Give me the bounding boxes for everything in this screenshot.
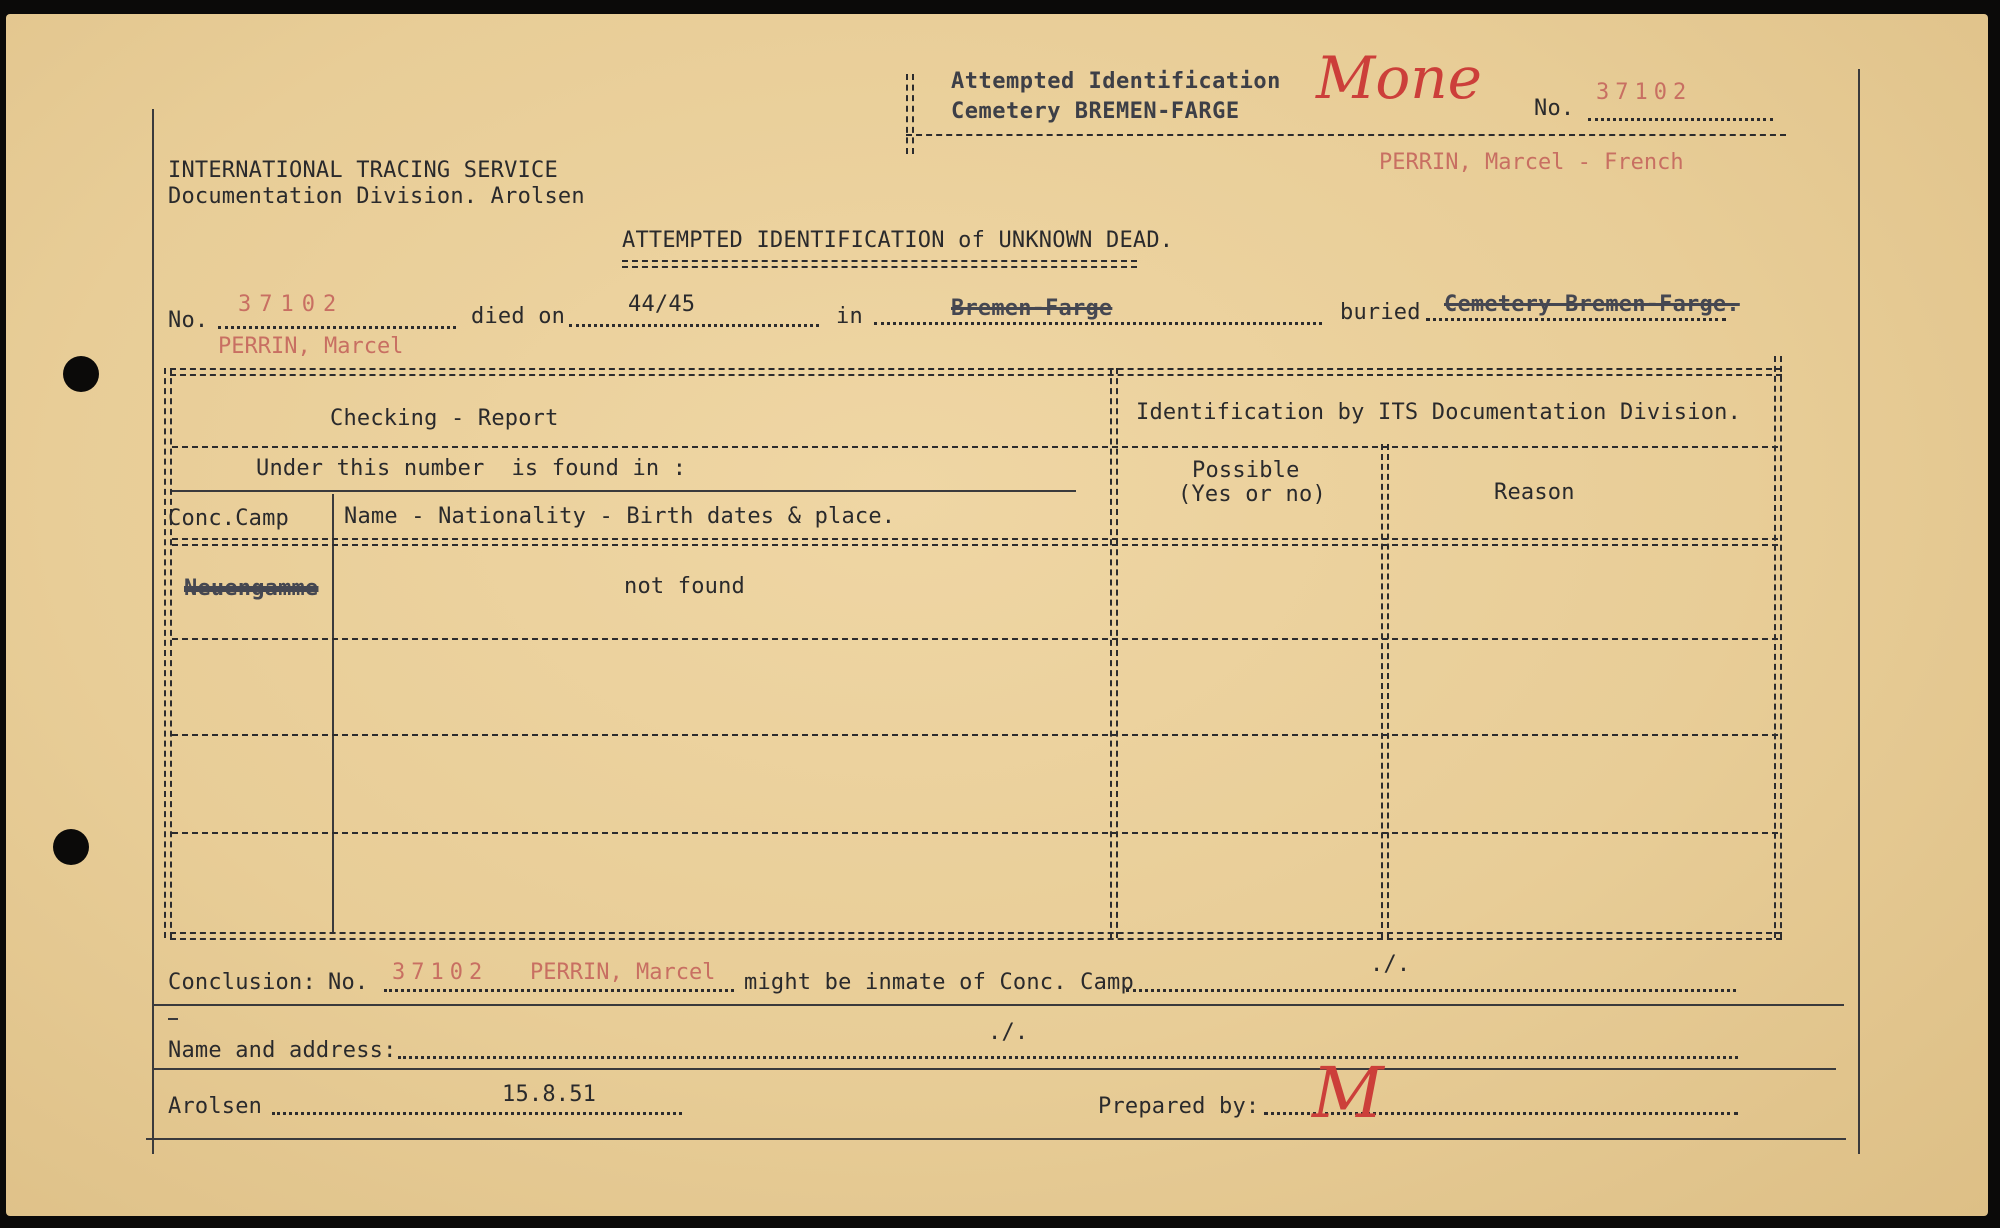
died-dots <box>569 324 819 327</box>
header-bottom-rule <box>172 538 1778 546</box>
right-margin-line <box>1858 69 1860 1154</box>
header-no-label: No. <box>1534 96 1575 121</box>
header-no-value: 37102 <box>1596 80 1693 105</box>
row-rule-1 <box>172 638 1778 640</box>
right-section-title: Identification by ITS Documentation Division. <box>1136 400 1742 425</box>
conclusion-value: ./. <box>1370 952 1411 977</box>
conclusion-text: might be inmate of Conc. Camp <box>744 970 1134 995</box>
row-rule-3 <box>172 832 1778 834</box>
punch-hole-bottom <box>53 829 89 865</box>
conclusion-rule <box>152 1004 1844 1006</box>
section-title-rule <box>172 446 1778 448</box>
found-in-label: Under this number is found in : <box>256 456 687 481</box>
org-line1: INTERNATIONAL TRACING SERVICE <box>168 158 558 183</box>
record-no-label: No. <box>168 308 209 333</box>
row1-camp: Neuengamme <box>184 576 319 601</box>
table-divider-camp <box>332 494 334 932</box>
col-header-camp: Conc.Camp <box>168 506 290 531</box>
buried-label: buried <box>1340 300 1421 325</box>
footer-place: Arolsen <box>168 1094 263 1119</box>
died-value: 44/45 <box>628 292 696 317</box>
buried-value: Cemetery Bremen-Farge. <box>1444 292 1740 317</box>
conclusion-name: PERRIN, Marcel <box>530 960 716 985</box>
header-box-line1: Attempted Identification <box>951 69 1281 94</box>
handwritten-note: Mone <box>1316 44 1482 112</box>
table-left-border <box>164 368 172 938</box>
conclusion-no-label: No. <box>328 970 369 995</box>
col-header-reason: Reason <box>1494 480 1575 505</box>
conclusion-label: Conclusion: <box>168 970 316 995</box>
footer-date-dots <box>272 1112 682 1115</box>
org-line2: Documentation Division. Arolsen <box>168 184 585 209</box>
form-title: ATTEMPTED IDENTIFICATION of UNKNOWN DEAD. <box>622 228 1174 253</box>
conclusion-dash <box>168 1018 178 1020</box>
col-header-possible-2: (Yes or no) <box>1178 482 1326 507</box>
record-name: PERRIN, Marcel <box>218 334 404 359</box>
preparer-initial: M <box>1312 1052 1384 1134</box>
header-box-bottom-edge <box>906 134 1786 136</box>
buried-dots <box>1426 318 1726 321</box>
document-card <box>6 14 1988 1216</box>
bottom-margin-line <box>146 1138 1846 1140</box>
row-rule-2 <box>172 734 1778 736</box>
header-box-left-edge <box>906 74 914 154</box>
in-label: in <box>836 304 863 329</box>
place-value: Bremen-Farge <box>951 296 1113 321</box>
col-header-possible-1: Possible <box>1192 458 1300 483</box>
conclusion-no-dots <box>384 989 734 992</box>
conclusion-camp-dots <box>1126 989 1736 992</box>
punch-hole-top <box>63 356 99 392</box>
person-line: PERRIN, Marcel - French <box>1379 150 1684 175</box>
row1-name: not found <box>624 574 746 599</box>
prepared-by-label: Prepared by: <box>1098 1094 1260 1119</box>
left-section-title: Checking - Report <box>330 406 559 431</box>
name-address-rule <box>152 1068 1836 1070</box>
conclusion-no-value: 37102 <box>392 960 489 985</box>
name-address-dots <box>398 1056 1738 1059</box>
found-in-rule <box>172 490 1076 492</box>
place-dots <box>874 322 1322 325</box>
table-divider-main <box>1110 368 1118 938</box>
table-divider-reason <box>1381 444 1389 938</box>
footer-date: 15.8.51 <box>502 1082 597 1107</box>
form-title-underline <box>622 260 1137 268</box>
record-no-value: 37102 <box>238 292 345 317</box>
left-margin-line <box>152 109 154 1154</box>
table-bottom-border <box>170 932 1782 940</box>
name-address-value: ./. <box>988 1020 1029 1045</box>
header-box-line2: Cemetery BREMEN-FARGE <box>951 99 1240 124</box>
record-no-dots <box>218 326 456 329</box>
died-label: died on <box>471 304 566 329</box>
table-top-border <box>170 368 1782 376</box>
col-header-name: Name - Nationality - Birth dates & place. <box>344 504 896 529</box>
header-no-dots <box>1588 118 1773 121</box>
table-right-border <box>1774 356 1782 938</box>
name-address-label: Name and address: <box>168 1038 397 1063</box>
